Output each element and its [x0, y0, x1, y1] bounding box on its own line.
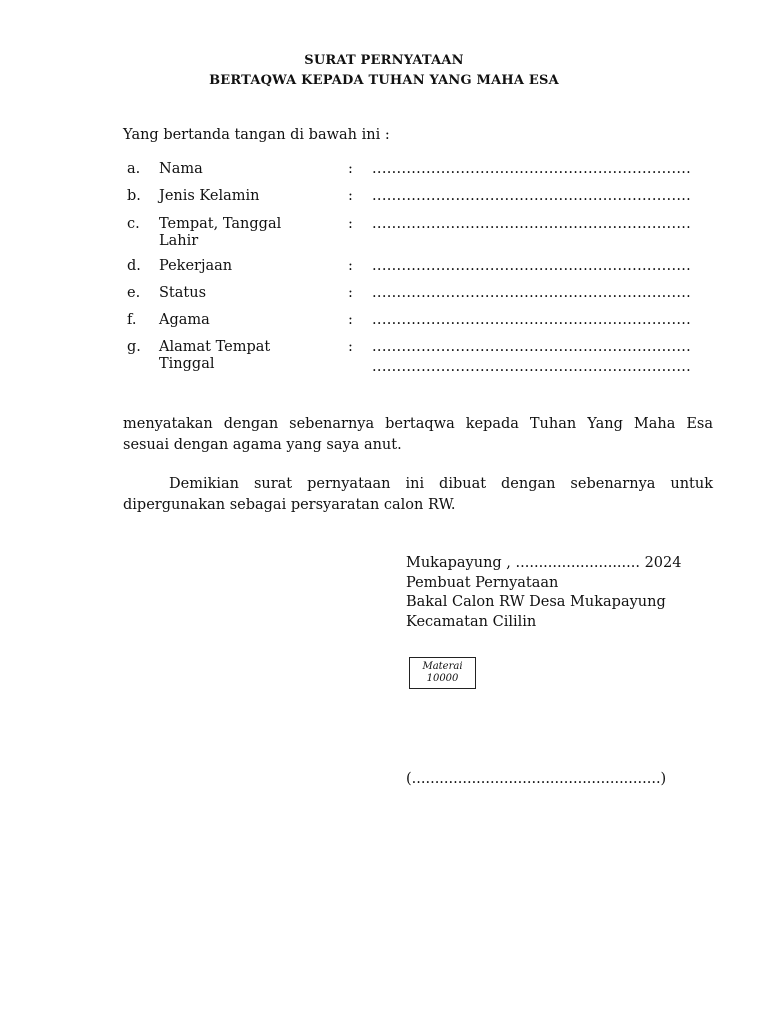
field-letter: g.: [127, 339, 141, 355]
field-label: Agama: [159, 312, 210, 328]
field-colon: :: [348, 188, 353, 204]
field-letter: c.: [127, 216, 140, 232]
field-colon: :: [348, 161, 353, 177]
field-colon: :: [348, 312, 353, 328]
field-blank: .................................................................: [372, 258, 692, 274]
stamp-box: [409, 657, 476, 689]
closing-line: dipergunakan sebagai persyaratan calon RW.: [123, 497, 456, 513]
intro-text: Yang bertanda tangan di bawah ini :: [123, 127, 390, 143]
statement-paragraph: [123, 414, 713, 456]
statement-line: menyatakan dengan sebenarnya bertaqwa kepada Tuhan Yang Maha Esa: [123, 416, 713, 432]
signature-role: Kecamatan Cililin: [406, 614, 537, 630]
field-label: Pekerjaan: [159, 258, 233, 274]
document-subtitle: BERTAQWA KEPADA TUHAN YANG MAHA ESA: [209, 73, 559, 88]
field-label: Jenis Kelamin: [159, 188, 260, 204]
signature-place-date: Mukapayung , ........................... 2024: [406, 555, 682, 571]
field-blank-second-line: .................................................................: [372, 359, 692, 375]
field-blank: .................................................................: [372, 285, 692, 301]
field-letter: f.: [127, 312, 137, 328]
field-label: Alamat Tempat Tinggal: [159, 339, 271, 372]
field-letter: d.: [127, 258, 141, 274]
document-title: SURAT PERNYATAAN: [304, 53, 464, 68]
field-blank: .................................................................: [372, 216, 692, 232]
signature-role: Pembuat Pernyataan: [406, 575, 559, 591]
field-blank: .................................................................: [372, 339, 692, 355]
field-colon: :: [348, 339, 353, 355]
field-blank: .................................................................: [372, 161, 692, 177]
field-label: Nama: [159, 161, 203, 177]
field-label: Tempat, Tanggal Lahir: [159, 216, 282, 249]
field-colon: :: [348, 216, 353, 232]
field-colon: :: [348, 285, 353, 301]
field-letter: e.: [127, 285, 141, 301]
signature-role: Bakal Calon RW Desa Mukapayung: [406, 594, 666, 610]
field-blank: .................................................................: [372, 312, 692, 328]
statement-line: sesuai dengan agama yang saya anut.: [123, 437, 402, 453]
signature-name-line: (......................................................): [406, 771, 667, 787]
field-blank: .................................................................: [372, 188, 692, 204]
field-label: Status: [159, 285, 207, 301]
field-letter: b.: [127, 188, 141, 204]
stamp-value: 10000: [426, 673, 459, 684]
closing-line: Demikian surat pernyataan ini dibuat dengan sebenarnya untuk: [169, 476, 713, 492]
stamp-label: Materai: [422, 661, 463, 672]
field-letter: a.: [127, 161, 141, 177]
closing-paragraph: [123, 474, 713, 516]
field-colon: :: [348, 258, 353, 274]
